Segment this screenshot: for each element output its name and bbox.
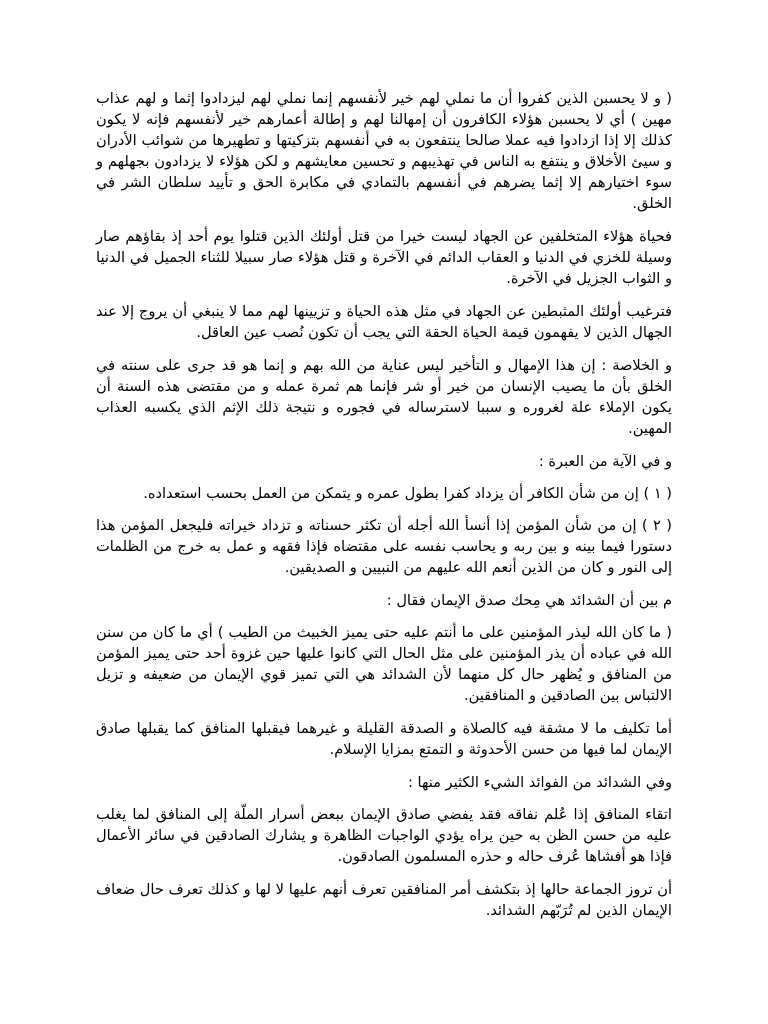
document-page [96,88,672,933]
paragraph-lessons-heading: و في الآية من العبرة : [538,453,672,470]
paragraph-benefits-heading: وفي الشدائد من الفوائد الشيء الكثير منها : [407,774,672,791]
paragraph-lesson-1: ( ١ ) إن من شأن الكافر أن يزداد كفرا بطول عمره و يتمكن من العمل بحسب استعداده. [143,485,672,502]
paragraph-benefit-1: اتقاء المنافق إذا عُلم نفاقه فقد يفضي صادق الإيمان ببعض أسرار الملّة إلى المنافق لما يغلب عليه من حسن الظن به حين يراه يؤدي الواجبات الظاهرة و يشارك الصادقين في سائر الأعمال فإذا هو أفشاها عُرف حاله و حذره المسلمون الصادقون. [96,806,672,865]
paragraph-encouragement: فترغيب أولئك المثبطين عن الجهاد في مثل هذه الحياة و تزيينها لهم مما لا ينبغي أن يروج إلا عند الجهال الذين لا يفهمون قيمة الحياة الحقة التي يجب أن تكون نُصب عين العاقل. [96,303,672,341]
paragraph-hardships-intro: م بين أن الشدائد هي مِحك صدق الإيمان فقال : [386,592,672,609]
paragraph-benefit-2: أن تروز الجماعة حالها إذ بتكشف أمر المنافقين تعرف أنهم عليها لا لها و كذلك تعرف حال ضعاف الإيمان الذين لم تُرَبّهم الشدائد. [96,881,672,919]
paragraph-summary: و الخلاصة : إن هذا الإمهال و التأخير ليس عناية من الله بهم و إنما هو قد جرى على سنته في الخلق بأن ما يصيب الإنسان من خير أو شر فإنما هم ثمرة عمله و من مقتضى هذه السنة أن يكون الإملاء علة لغروره و سببا لاسترساله في فجوره و نتيجة ذلك الإثم الذي يكسبه العذاب المهين. [96,357,672,437]
paragraph-life-of-laggards: فحياة هؤلاء المتخلفين عن الجهاد ليست خيرا من قتل أولئك الذين قتلوا يوم أحد إذ بقاؤهم صار وسيلة للخزي في الدنيا و العقاب الدائم في الآخرة و قتل هؤلاء صار سبيلا للثناء الجميل في الدنيا و الثواب الجزيل في الآخرة. [96,228,672,287]
paragraph-verse-179: ( ما كان الله ليذر المؤمنين على ما أنتم عليه حتى يميز الخبيث من الطيب ) أي ما كان من سنن الله في عباده أن يذر المؤمنين على مثل الحال التي كانوا عليها حين غزوة أحد حتى يميز المؤمن من المنافق و يُظهر حال كل منهما لأن الشدائد هي التي تميز قوي الإيمان من ضعيفه و تزيل الالتباس بين الصادقين و المنافقين. [96,624,672,704]
paragraph-easy-duties: أما تكليف ما لا مشقة فيه كالصلاة و الصدقة القليلة و غيرهما فيقبلها المنافق كما يقبلها صادق الإيمان لما فيها من حسن الأحدوثة و التمتع بمزايا الإسلام. [96,720,672,758]
paragraph-lesson-2: ( ٢ ) إن من شأن المؤمن إذا أنسأ الله أجله أن تكثر حسناته و تزداد خيراته فليجعل المؤمن هذا دستورا فيما بينه و بين ربه و يحاسب نفسه على مقتضاه فإذا فقهه و عمل به خرج من الظلمات إلى النور و كان من الذين أنعم الله عليهم من النبيين و الصديقين. [96,517,672,576]
paragraph-verse-178: ( و لا يحسبن الذين كفروا أن ما نملي لهم خير لأنفسهم إنما نملي لهم ليزدادوا إثما و لهم عذاب مهين ) أي لا يحسبن هؤلاء الكافرون أن إمهالنا لهم و إطالة أعمارهم خير لأنفسهم فإنه لا يكون كذلك إلا إذا ازدادوا فيه عملا صالحا ينتفعون به في أنفسهم بتزكيتها و تطهيرها من شوائب الأدران و سيئ الأخلاق و ينتفع به الناس في تهذيبهم و تحسين معايشهم و لكن هؤلاء لا يزدادون بجهلهم و سوء اختيارهم إلا إثما يضرهم في أنفسهم بالتمادي في مكابرة الحق و تأييد سلطان الشر في الخلق. [96,90,672,212]
